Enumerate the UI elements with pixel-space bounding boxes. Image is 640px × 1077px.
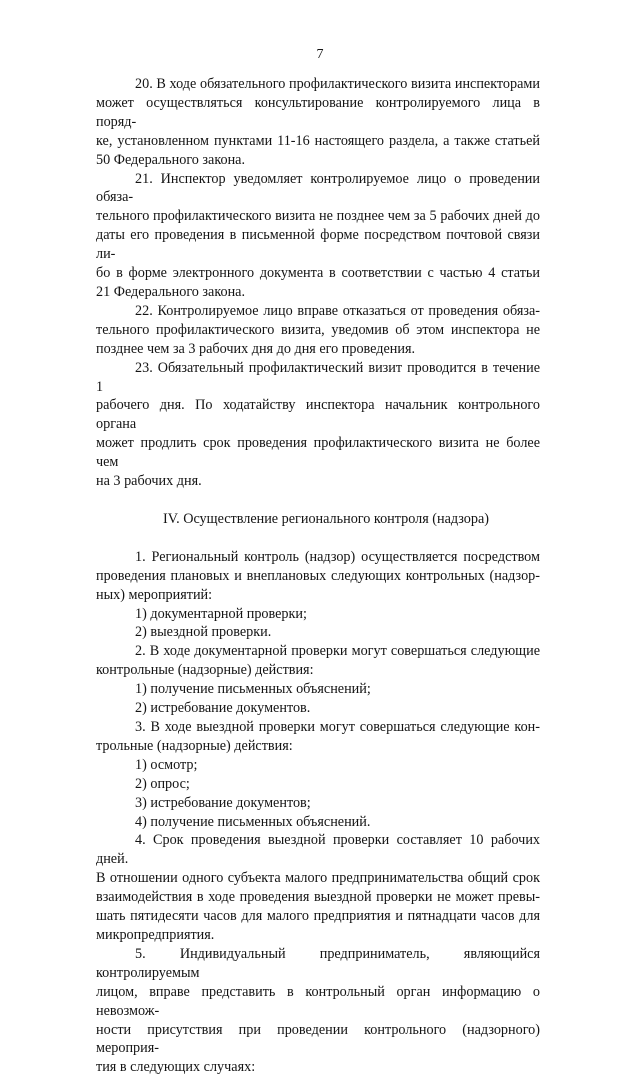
- text-line: шать пятидесяти часов для малого предприятия и пятнадцати часов для: [96, 908, 540, 925]
- text-line: 2. В ходе документарной проверки могут совершаться следующие: [135, 643, 540, 660]
- text-line: рабочего дня. По ходатайству инспектора начальник контрольного органа: [96, 397, 540, 433]
- text-line: даты его проведения в письменной форме посредством почтовой связи ли-: [96, 227, 540, 263]
- text-line: проведения плановых и внеплановых следующих контрольных (надзор-: [96, 567, 540, 584]
- text-line: может осуществляться консультирование контролируемого лица в поряд-: [96, 94, 540, 130]
- text-line: трольные (надзорные) действия:: [96, 737, 293, 754]
- text-line: 1. Региональный контроль (надзор) осуществляется посредством: [135, 548, 540, 565]
- text-line: 22. Контролируемое лицо вправе отказаться от проведения обяза-: [135, 302, 540, 319]
- text-line: позднее чем за 3 рабочих дня до дня его проведения.: [96, 340, 416, 357]
- text-line: 1) получение письменных объяснений;: [135, 681, 371, 698]
- text-line: может продлить срок проведения профилактического визита не более чем: [96, 435, 540, 471]
- text-line: ности присутствия при проведении контрольного (надзорного) мероприя-: [96, 1021, 540, 1057]
- text-line: 5. Индивидуальный предприниматель, являющийся контролируемым: [96, 945, 540, 981]
- text-line: тия в следующих случаях:: [96, 1059, 256, 1076]
- text-line: 2) выездной проверки.: [135, 624, 272, 641]
- text-line: микропредприятия.: [96, 926, 215, 943]
- text-line: взаимодействия в ходе проведения выездной проверки не может превы-: [96, 889, 540, 906]
- top-paragraphs: [96, 75, 540, 491]
- text-line: бо в форме электронного документа в соответствии с частью 4 статьи: [96, 265, 540, 282]
- text-line: 3) истребование документов;: [135, 794, 311, 811]
- text-line: 21 Федерального закона.: [96, 283, 246, 300]
- text-line: 21. Инспектор уведомляет контролируемое лицо о проведении обяза-: [96, 170, 540, 206]
- text-line: 20. В ходе обязательного профилактического визита инспекторами: [135, 76, 540, 92]
- text-line: тельного профилактического визита не позднее чем за 5 рабочих дней до: [96, 208, 540, 225]
- text-line: контрольные (надзорные) действия:: [96, 662, 314, 679]
- text-line: 50 Федерального закона.: [96, 151, 246, 168]
- text-line: тельного профилактического визита, уведомив об этом инспектора не: [96, 321, 540, 338]
- text-line: 4. Срок проведения выездной проверки составляет 10 рабочих дней.: [96, 832, 540, 868]
- section-heading: IV. Осуществление регионального контроля (надзора): [162, 510, 490, 527]
- text-line: 23. Обязательный профилактический визит проводится в течение 1: [96, 359, 540, 395]
- text-line: 1) осмотр;: [135, 756, 198, 773]
- document-body: [96, 75, 540, 1077]
- page-number: 7: [316, 47, 324, 62]
- bottom-paragraphs: [96, 548, 540, 1077]
- text-line: 2) опрос;: [135, 775, 190, 792]
- text-line: ных) мероприятий:: [96, 586, 213, 603]
- text-line: ке, установленном пунктами 11-16 настоящего раздела, а также статьей: [96, 132, 540, 149]
- text-line: В отношении одного субъекта малого предпринимательства общий срок: [96, 870, 540, 887]
- text-line: 1) документарной проверки;: [135, 605, 307, 622]
- text-line: 4) получение письменных объяснений.: [135, 813, 371, 830]
- text-line: лицом, вправе представить в контрольный орган информацию о невозмож-: [96, 983, 540, 1019]
- text-line: 3. В ходе выездной проверки могут совершаться следующие кон-: [135, 719, 540, 735]
- text-line: 2) истребование документов.: [135, 700, 311, 717]
- text-line: на 3 рабочих дня.: [96, 473, 202, 490]
